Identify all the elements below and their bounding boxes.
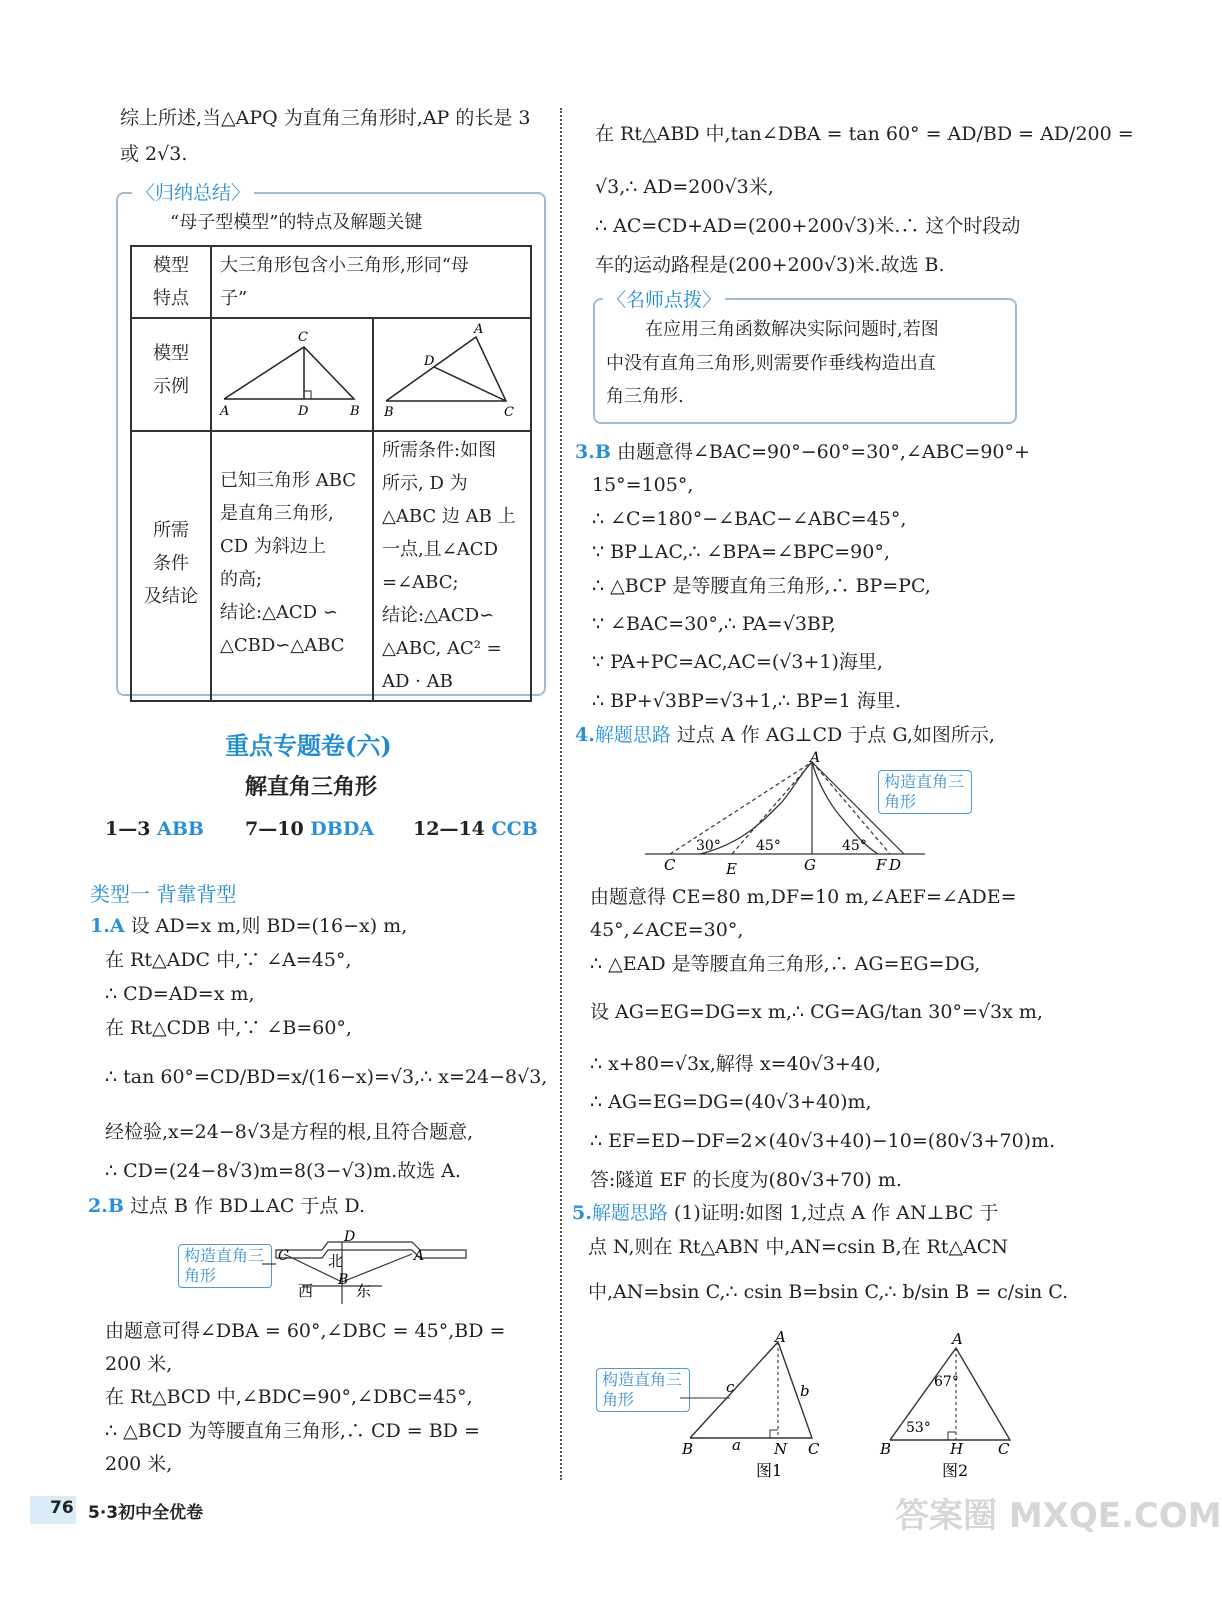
q2-hint-box: 构造直角三角形 (178, 1244, 272, 1288)
q4-label-d: D (889, 856, 902, 874)
q5f2-label-a: A (952, 1330, 963, 1348)
q4-label-e: E (726, 860, 737, 878)
fig2-label-a: A (474, 322, 484, 337)
q5f1-label-a: A (775, 1328, 786, 1346)
q3-line-1: 3.B 由题意得∠BAC=90°−60°=30°,∠ABC=90°+ (575, 441, 1030, 463)
q4-line-9: 答:隧道 EF 的长度为(80√3+70) m. (590, 1169, 902, 1191)
summary-header: 〈归纳总结〉 (132, 178, 254, 205)
fig2-label-c: C (504, 405, 514, 420)
q4-angle-45-right: 45° (842, 838, 867, 854)
q2-line-1: 2.B 过点 B 作 BD⊥AC 于点 D. (88, 1195, 366, 1217)
q2-line-2: 由题意可得∠DBA = 60°,∠DBC = 45°,BD = (105, 1320, 506, 1342)
q5f1-label-side-c: c (726, 1378, 735, 1396)
q3-line-3: ∴ ∠C=180°−∠BAC−∠ABC=45°, (592, 508, 907, 530)
fig1-label-c: C (298, 330, 308, 345)
q5-line-3: 中,AN=bsin C,∴ csin B=bsin C,∴ b/sin B = c/sin C. (588, 1281, 1069, 1303)
q5f2-label-h: H (950, 1440, 964, 1458)
answer-group-2: 7—10 DBDA (245, 818, 375, 840)
row2-figure-1 (211, 318, 373, 431)
row3-right: 所需条件:如图 所示, D 为 △ABC 边 AB 上 一点,且∠ACD =∠ABC; 结论:△ACD∽ △ABC, AC² = AD · AB (373, 431, 531, 701)
q5f1-label-side-b: b (800, 1382, 810, 1400)
q1-line-1: 1.A 设 AD=x m,则 BD=(16−x) m, (90, 915, 408, 937)
q5-figure-1 (680, 1328, 830, 1480)
tip-line-2: 中没有直角三角形,则需要作垂线构造出直 (606, 353, 936, 374)
row3-label: 所需 条件 及结论 (131, 431, 211, 701)
q3-line-7: ∵ PA+PC=AC,AC=(√3+1)海里, (592, 651, 883, 673)
fig1-label-d: D (298, 404, 309, 419)
right-top-line-4: 车的运动路程是(200+200√3)米.故选 B. (595, 254, 945, 276)
section-title: 重点专题卷(六) (225, 731, 392, 760)
row2-figure-2 (373, 318, 531, 431)
q2-label-west: 西 (298, 1282, 314, 1300)
type1-heading: 类型一 背靠背型 (90, 882, 237, 906)
q4-label-a: A (810, 750, 821, 766)
q2-line-3: 200 米, (105, 1353, 173, 1375)
q4-line-1: 4.解题思路 过点 A 作 AG⊥CD 于点 G,如图所示, (575, 724, 995, 746)
tip-header: 〈名师点拨〉 (603, 285, 725, 312)
row1-text: 大三角形包含小三角形,形同“母 子” (211, 246, 531, 318)
fig2-label-b: B (384, 405, 394, 420)
q1-line-4: 在 Rt△CDB 中,∵ ∠B=60°, (105, 1017, 352, 1039)
q5-hint-box: 构造直角三角形 (596, 1368, 690, 1412)
tip-line-3: 角三角形. (606, 386, 684, 407)
q2-line-4: 在 Rt△BCD 中,∠BDC=90°,∠DBC=45°, (105, 1386, 473, 1408)
q5f1-label-n: N (774, 1440, 788, 1458)
q5f2-angle-67: 67° (934, 1374, 959, 1390)
fig2-label-d: D (424, 354, 435, 369)
q5f1-label-c: C (808, 1440, 820, 1458)
q2-label-east: 东 (356, 1282, 372, 1300)
answer-group-1: 1—3 ABB (105, 818, 204, 840)
q1-line-5: ∴ tan 60°=CD/BD=x/(16−x)=√3,∴ x=24−8√3, (105, 1066, 548, 1088)
q5-figure-2 (870, 1328, 1030, 1480)
q5f1-label-side-a: a (732, 1436, 741, 1454)
q4-line-2: 由题意得 CE=80 m,DF=10 m,∠AEF=∠ADE= (590, 886, 1017, 908)
q5f2-angle-53: 53° (906, 1420, 931, 1436)
q2-figure (262, 1228, 472, 1304)
q5-figure-1-caption: 图1 (756, 1461, 783, 1480)
q4-angle-45-left: 45° (756, 838, 781, 854)
q5-line-1: 5.解题思路 (1)证明:如图 1,过点 A 作 AN⊥BC 于 (572, 1202, 999, 1224)
q1-line-2: 在 Rt△ADC 中,∵ ∠A=45°, (105, 949, 352, 971)
tip-line-1: 在应用三角函数解决实际问题时,若图 (645, 319, 939, 340)
q4-line-7: ∴ AG=EG=DG=(40√3+40)m, (590, 1091, 872, 1113)
q2-label-c: C (278, 1248, 289, 1264)
q4-label-g: G (804, 856, 816, 874)
footer-brand: 5·3初中全优卷 (88, 1503, 204, 1523)
q2-label-b: B (338, 1272, 349, 1288)
q4-hint-box: 构造直角三角形 (878, 770, 972, 814)
q1-line-3: ∴ CD=AD=x m, (105, 983, 255, 1005)
q3-line-2: 15°=105°, (592, 474, 694, 496)
q4-label-f: F (876, 856, 887, 874)
q4-label-c: C (664, 856, 676, 874)
q4-line-3: 45°,∠ACE=30°, (590, 919, 744, 941)
column-divider (560, 108, 562, 1480)
summary-title: “母子型模型”的特点及解题关键 (170, 212, 423, 233)
q5-figure-2-caption: 图2 (942, 1461, 969, 1480)
row1-label: 模型 特点 (131, 246, 211, 318)
intro-line-2: 或 2√3. (120, 143, 188, 165)
q2-line-5: ∴ △BCD 为等腰直角三角形,∴ CD = BD = (105, 1420, 480, 1442)
q3-line-6: ∵ ∠BAC=30°,∴ PA=√3BP, (592, 613, 836, 635)
q4-line-4: ∴ △EAD 是等腰直角三角形,∴ AG=EG=DG, (590, 953, 981, 975)
right-top-line-3: ∴ AC=CD+AD=(200+200√3)米.∴ 这个时段动 (595, 215, 1021, 237)
q4-line-5: 设 AG=EG=DG=x m,∴ CG=AG/tan 30°=√3x m, (590, 1001, 1043, 1023)
answer-group-3: 12—14 CCB (413, 818, 538, 840)
row3-left: 已知三角形 ABC 是直角三角形, CD 为斜边上 的高; 结论:△ACD ∽ △CBD∽△ABC (211, 431, 373, 701)
q5f2-label-b: B (880, 1440, 892, 1458)
q2-line-6: 200 米, (105, 1453, 173, 1475)
watermark: 答案圈 MXQE.COM (895, 1496, 1222, 1536)
right-top-line-1: 在 Rt△ABD 中,tan∠DBA = tan 60° = AD/BD = AD/200 = (595, 123, 1134, 145)
q1-line-7: ∴ CD=(24−8√3)m=8(3−√3)m.故选 A. (105, 1160, 461, 1182)
q1-line-6: 经检验,x=24−8√3是方程的根,且符合题意, (105, 1121, 474, 1143)
intro-line-1: 综上所述,当△APQ 为直角三角形时,AP 的长是 3 (120, 107, 531, 129)
fig1-label-a: A (220, 404, 230, 419)
q3-line-4: ∵ BP⊥AC,∴ ∠BPA=∠BPC=90°, (592, 541, 890, 563)
q5f1-label-b: B (682, 1440, 694, 1458)
row2-label: 模型 示例 (131, 318, 211, 431)
q5-line-2: 点 N,则在 Rt△ABN 中,AN=csin B,在 Rt△ACN (588, 1236, 1008, 1258)
right-top-line-2: √3,∴ AD=200√3米, (595, 176, 774, 198)
q4-line-6: ∴ x+80=√3x,解得 x=40√3+40, (590, 1053, 881, 1075)
q4-angle-30: 30° (696, 838, 721, 854)
q2-label-north: 北 (328, 1252, 344, 1270)
q4-line-8: ∴ EF=ED−DF=2×(40√3+40)−10=(80√3+70)m. (590, 1130, 1056, 1152)
page-number: 76 (50, 1498, 74, 1518)
section-subtitle: 解直角三角形 (245, 775, 378, 800)
q3-line-8: ∴ BP+√3BP=√3+1,∴ BP=1 海里. (592, 690, 901, 712)
q2-label-d: D (344, 1229, 356, 1245)
q3-line-5: ∴ △BCP 是等腰直角三角形,∴ BP=PC, (592, 575, 931, 597)
q5f2-label-c: C (998, 1440, 1010, 1458)
model-table (130, 245, 532, 702)
q2-label-a: A (414, 1248, 425, 1264)
fig1-label-b: B (350, 404, 360, 419)
